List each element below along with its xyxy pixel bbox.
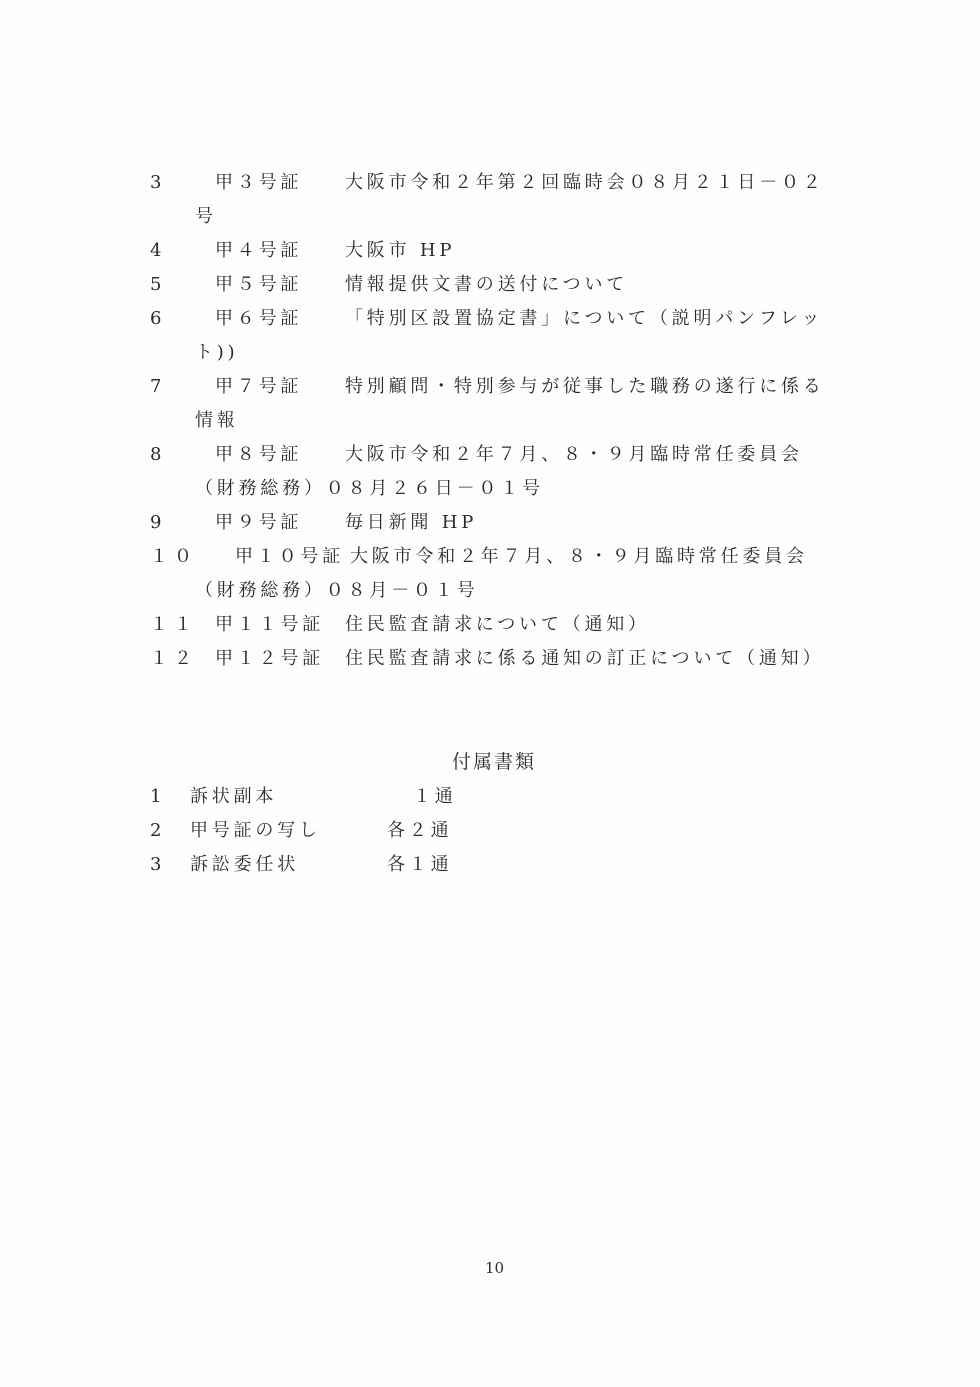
attachment-name: 甲号証の写し	[190, 820, 321, 841]
evidence-title: 住民監査請求について（通知）	[345, 614, 650, 635]
evidence-label: 甲６号証	[215, 308, 303, 329]
attachment-count: 各２通	[387, 820, 453, 841]
evidence-title: 大阪市令和２年７月、８・９月臨時常任委員会	[345, 444, 803, 465]
evidence-label: 甲４号証	[215, 240, 303, 261]
evidence-title: 住民監査請求に係る通知の訂正について（通知）	[345, 648, 825, 669]
evidence-label: 甲７号証	[215, 376, 303, 397]
evidence-title: 大阪市 HP	[345, 240, 456, 261]
evidence-number: 6	[150, 308, 166, 329]
evidence-label: 甲８号証	[215, 444, 303, 465]
evidence-label: 甲９号証	[215, 512, 303, 533]
evidence-title-continuation: （財務総務）０８月２６日－０１号	[195, 478, 544, 499]
attachment-number: 1	[150, 786, 166, 807]
evidence-label: 甲１２号証	[215, 648, 324, 669]
attachments-heading: 付属書類	[452, 751, 537, 773]
evidence-title: 「特別区設置協定書」について（説明パンフレッ	[345, 308, 824, 329]
evidence-title-continuation: 情報	[195, 410, 239, 431]
evidence-number: 5	[150, 274, 166, 295]
evidence-title-continuation: （財務総務）０８月－０１号	[195, 580, 479, 601]
evidence-number: １２	[150, 648, 198, 669]
evidence-number: 8	[150, 444, 166, 465]
evidence-label: 甲３号証	[215, 172, 303, 193]
evidence-title: 大阪市令和２年７月、８・９月臨時常任委員会	[350, 546, 808, 567]
page-number: 10	[485, 1259, 505, 1277]
evidence-number: １０	[150, 546, 198, 567]
evidence-title-continuation: ト))	[195, 342, 239, 363]
evidence-title: 情報提供文書の送付について	[345, 274, 629, 295]
evidence-number: 9	[150, 512, 166, 533]
evidence-number: 3	[150, 172, 166, 193]
evidence-label: 甲５号証	[215, 274, 303, 295]
attachment-count: １通	[413, 786, 457, 807]
evidence-title-continuation: 号	[195, 206, 217, 227]
attachment-name: 訴訟委任状	[190, 854, 299, 875]
evidence-number: 4	[150, 240, 166, 261]
evidence-label: 甲１１号証	[215, 614, 324, 635]
evidence-title: 特別顧問・特別参与が従事した職務の遂行に係る	[345, 376, 825, 397]
evidence-label: 甲１０号証	[235, 546, 344, 567]
attachment-number: 3	[150, 854, 166, 875]
attachment-count: 各１通	[387, 854, 453, 875]
evidence-title: 毎日新聞 HP	[345, 512, 478, 533]
evidence-title: 大阪市令和２年第２回臨時会０８月２１日－０２	[345, 172, 825, 193]
attachment-name: 訴状副本	[190, 786, 278, 807]
evidence-number: １１	[150, 614, 198, 635]
evidence-number: 7	[150, 376, 166, 397]
attachment-number: 2	[150, 820, 166, 841]
